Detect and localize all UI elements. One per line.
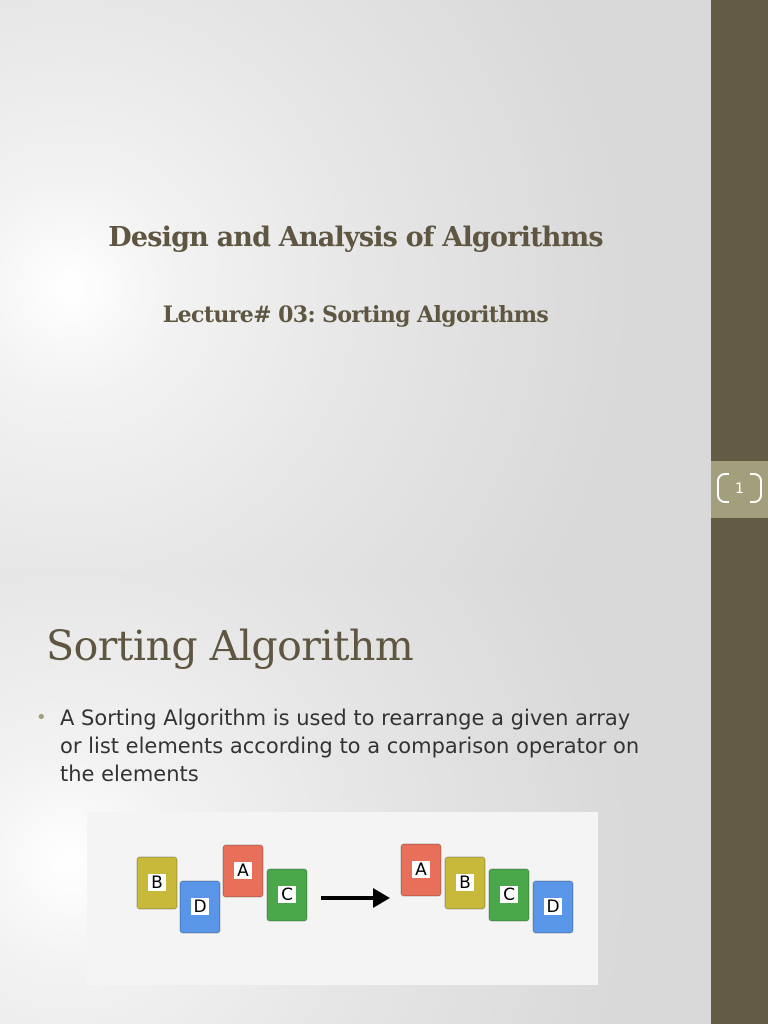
content-slide — [0, 572, 711, 1024]
right-arrow-icon — [321, 888, 390, 908]
before-block-d — [180, 881, 220, 933]
bullet-item — [36, 704, 656, 788]
before-block-label: B — [151, 873, 163, 893]
before-block-label: D — [193, 897, 207, 917]
page-number-badge — [711, 461, 768, 518]
after-block-a — [401, 844, 441, 896]
before-block-c — [267, 869, 307, 921]
slide-subtitle: Lecture# 03: Sorting Algorithms — [162, 302, 549, 328]
after-block-d — [533, 881, 573, 933]
before-block-label: C — [281, 885, 293, 905]
sorted-group — [401, 844, 573, 933]
sorting-figure — [87, 812, 598, 985]
page-number: 1 — [735, 481, 744, 497]
after-block-b — [445, 857, 485, 909]
sorting-diagram — [87, 812, 598, 985]
slide-title: Sorting Algorithm — [46, 622, 414, 670]
bullet-icon: • — [36, 707, 47, 728]
after-block-label: D — [546, 897, 560, 917]
unsorted-group — [137, 845, 307, 933]
bullet-text: A Sorting Algorithm is used to rearrange a given array or list elements according to a comparison operator on the elements — [60, 706, 640, 786]
after-block-label: A — [415, 860, 427, 880]
after-block-label: C — [503, 885, 515, 905]
before-block-b — [137, 857, 177, 909]
before-block-a — [223, 845, 263, 897]
before-block-label: A — [237, 861, 249, 881]
after-block-label: B — [459, 873, 471, 893]
after-block-c — [489, 869, 529, 921]
slide-title: Design and Analysis of Algorithms — [108, 222, 603, 253]
